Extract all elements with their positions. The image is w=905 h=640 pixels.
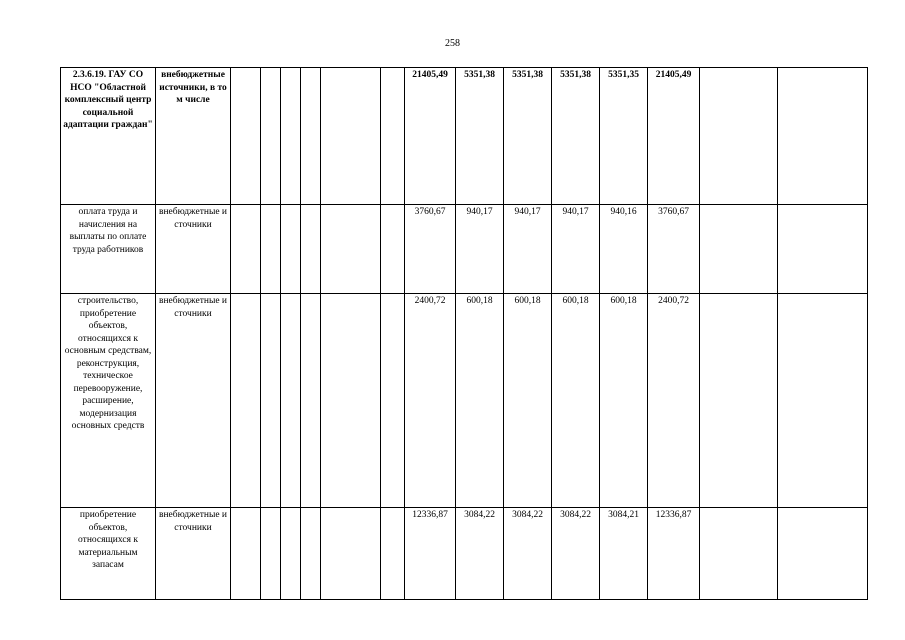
value-cell: 3760,67 [648, 205, 700, 294]
funding-source: внебюджетные источники [156, 205, 231, 294]
empty-cell [231, 508, 261, 600]
value-cell: 5351,35 [600, 68, 648, 205]
empty-cell [381, 294, 405, 508]
empty-cell [281, 294, 301, 508]
value-cell: 5351,38 [456, 68, 504, 205]
value-cell: 600,18 [600, 294, 648, 508]
empty-cell [381, 68, 405, 205]
table-row [61, 508, 868, 600]
value-cell: 5351,38 [552, 68, 600, 205]
empty-cell [281, 205, 301, 294]
empty-cell [778, 205, 868, 294]
empty-cell [381, 508, 405, 600]
empty-cell [778, 68, 868, 205]
empty-cell [321, 508, 381, 600]
table-row [61, 205, 868, 294]
empty-cell [700, 508, 778, 600]
empty-cell [281, 508, 301, 600]
funding-source: внебюджетные источники [156, 508, 231, 600]
value-cell: 3084,22 [504, 508, 552, 600]
empty-cell [778, 294, 868, 508]
empty-cell [700, 294, 778, 508]
value-cell: 2400,72 [405, 294, 456, 508]
row-name: 2.3.6.19. ГАУ СО НСО "Областной комплексный центр социальной адаптации граждан" [61, 68, 156, 205]
row-name: строительство, приобретение объектов, относящихся к основным средствам, реконструкция, техническое перевооружение, расширение, модернизация основных средств [61, 294, 156, 508]
value-cell: 5351,38 [504, 68, 552, 205]
value-cell: 940,17 [552, 205, 600, 294]
empty-cell [261, 68, 281, 205]
empty-cell [231, 205, 261, 294]
value-cell: 600,18 [552, 294, 600, 508]
empty-cell [261, 508, 281, 600]
empty-cell [700, 205, 778, 294]
value-cell: 3760,67 [405, 205, 456, 294]
empty-cell [778, 508, 868, 600]
empty-cell [381, 205, 405, 294]
empty-cell [261, 205, 281, 294]
empty-cell [281, 68, 301, 205]
value-cell: 3084,22 [456, 508, 504, 600]
empty-cell [301, 294, 321, 508]
funding-source: внебюджетные источники, в том числе [156, 68, 231, 205]
value-cell: 21405,49 [648, 68, 700, 205]
row-name: оплата труда и начисления на выплаты по оплате труда работников [61, 205, 156, 294]
value-cell: 3084,21 [600, 508, 648, 600]
row-name: приобретение объектов, относящихся к материальным запасам [61, 508, 156, 600]
empty-cell [301, 68, 321, 205]
empty-cell [301, 205, 321, 294]
table-row [61, 68, 868, 205]
value-cell: 940,17 [504, 205, 552, 294]
empty-cell [261, 294, 281, 508]
empty-cell [321, 294, 381, 508]
empty-cell [321, 205, 381, 294]
value-cell: 3084,22 [552, 508, 600, 600]
value-cell: 21405,49 [405, 68, 456, 205]
page-number: 258 [445, 38, 460, 49]
empty-cell [700, 68, 778, 205]
funding-source: внебюджетные источники [156, 294, 231, 508]
empty-cell [301, 508, 321, 600]
value-cell: 940,16 [600, 205, 648, 294]
table-row [61, 294, 868, 508]
value-cell: 2400,72 [648, 294, 700, 508]
empty-cell [231, 68, 261, 205]
value-cell: 940,17 [456, 205, 504, 294]
value-cell: 600,18 [456, 294, 504, 508]
empty-cell [321, 68, 381, 205]
value-cell: 12336,87 [405, 508, 456, 600]
budget-table [60, 67, 868, 600]
value-cell: 600,18 [504, 294, 552, 508]
value-cell: 12336,87 [648, 508, 700, 600]
empty-cell [231, 294, 261, 508]
